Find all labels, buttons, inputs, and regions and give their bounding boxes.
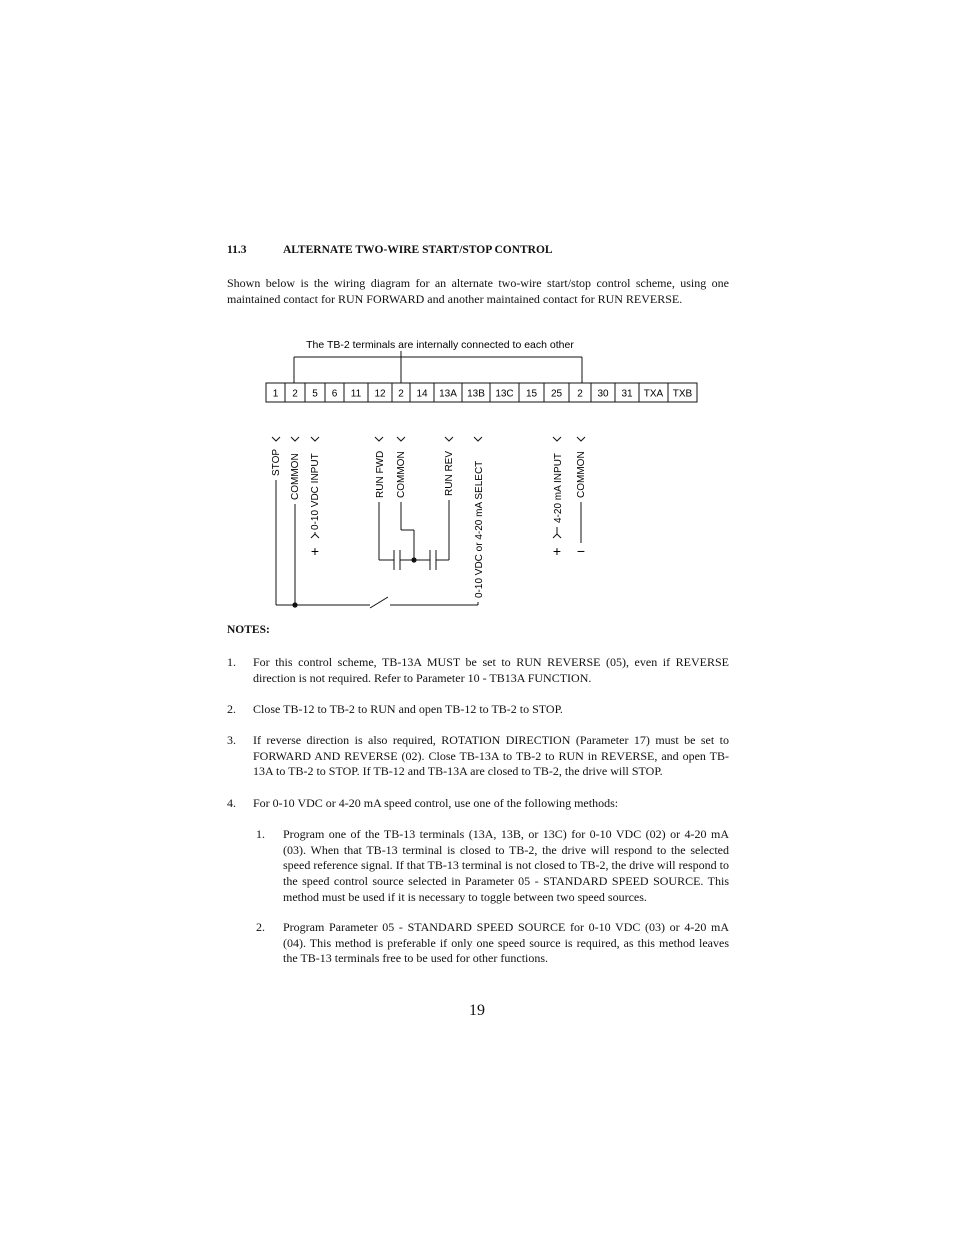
polarity-plus-vdc: + (310, 543, 320, 559)
terminal-cell (392, 383, 410, 402)
terminal-cell (434, 383, 462, 402)
terminal-label: 13B (467, 388, 485, 400)
subnote-number: 1. (256, 827, 265, 841)
subnote-number: 2. (256, 920, 265, 934)
terminal-label: 11 (350, 388, 362, 400)
note-text: Close TB-12 to TB-2 to RUN and open TB-12 to TB-2 to STOP. (253, 702, 563, 716)
diagram-caption: The TB-2 terminals are internally connected to each other (306, 339, 574, 351)
terminal-label: 14 (416, 388, 428, 400)
terminal-label: TXB (672, 388, 693, 400)
terminal-label: 6 (331, 388, 338, 400)
terminal-label: 31 (621, 388, 633, 400)
terminal-cell (569, 383, 591, 402)
terminal-cell (410, 383, 434, 402)
label-run-rev: RUN REV (444, 450, 455, 496)
terminal-label: 1 (272, 388, 279, 400)
terminal-label: 25 (550, 388, 563, 400)
junction-dots (292, 557, 416, 607)
tb2-bracket (294, 351, 582, 383)
label-select: 0-10 VDC or 4-20 mA SELECT (474, 460, 485, 598)
terminal-label: 5 (312, 388, 318, 400)
terminal-cell (285, 383, 305, 402)
terminal-cell (668, 383, 697, 402)
note-text: If reverse direction is also required, ROTATION DIRECTION (Parameter 17) must be set to FORWARD AND REVERSE (02). Close TB-13A to TB-2 to RUN in REVERSE, and open TB-13A to TB-2 to STOP. If TB-12 and TB-13A are closed to TB-2, the drive will STOP. (253, 733, 729, 779)
terminal-label: 2 (577, 388, 583, 400)
terminal-strip (266, 383, 697, 402)
terminal-label: 2 (398, 388, 404, 400)
terminal-label: 13C (495, 388, 514, 400)
note-number: 4. (227, 796, 236, 810)
label-ma-input: 4-20 mA INPUT (553, 452, 564, 523)
note-text: For 0-10 VDC or 4-20 mA speed control, use one of the following methods: (253, 796, 619, 810)
terminal-cell (490, 383, 519, 402)
note-text: For this control scheme, TB-13A MUST be set to RUN REVERSE (05), even if REVERSE direction is not required. Refer to Parameter 10 - TB13A FUNCTION. (253, 655, 729, 685)
note-number: 1. (227, 655, 236, 669)
note-number: 2. (227, 702, 236, 716)
notes-heading: NOTES: (227, 624, 270, 636)
terminal-label: 13A (439, 388, 457, 400)
label-run-fwd: RUN FWD (375, 450, 386, 498)
terminal-cell (462, 383, 490, 402)
terminal-label: 15 (525, 388, 538, 400)
terminal-cell (639, 383, 668, 402)
terminal-label: TXA (643, 388, 664, 400)
polarity-minus-ma: − (576, 543, 586, 559)
terminal-cell (519, 383, 544, 402)
terminal-label: 30 (597, 388, 609, 400)
polarity-plus-ma: + (552, 543, 562, 559)
terminal-label: 12 (374, 388, 386, 400)
terminal-cell (615, 383, 639, 402)
terminal-label: 2 (292, 388, 298, 400)
section-number: 11.3 (227, 244, 247, 256)
terminal-cell (305, 383, 325, 402)
terminal-cell (544, 383, 569, 402)
intro-paragraph: Shown below is the wiring diagram for an alternate two-wire start/stop control scheme, using one maintained contact for RUN FORWARD and another maintained contact for RUN REVERSE. (227, 276, 729, 306)
page-number: 19 (469, 1002, 485, 1019)
label-common-2: COMMON (396, 451, 407, 498)
label-stop: STOP (271, 448, 282, 476)
terminal-cell (344, 383, 368, 402)
label-common-3: COMMON (576, 451, 587, 498)
terminal-cell (266, 383, 285, 402)
label-common-1: COMMON (290, 453, 301, 500)
note-number: 3. (227, 733, 236, 747)
section-title: ALTERNATE TWO-WIRE START/STOP CONTROL (283, 244, 553, 256)
label-vdc-input: 0-10 VDC INPUT (310, 453, 321, 530)
terminal-cell (368, 383, 392, 402)
terminal-cell (325, 383, 344, 402)
subnote-text: Program one of the TB-13 terminals (13A, 13B, or 13C) for 0-10 VDC (02) or 4-20 mA (03). When that TB-13 terminal is closed to TB-2, the drive will respond to the selected speed reference signal. If that TB-13 terminal is not closed to TB-2, the drive will respond to the speed control source selected in Parameter 05 - STANDARD SPEED SOURCE. This method must be used if it is necessary to toggle between two speed sources. (283, 827, 729, 904)
subnote-text: Program Parameter 05 - STANDARD SPEED SOURCE for 0-10 VDC (03) or 4-20 mA (04). This method is preferable if only one speed source is required, as this method leaves the TB-13 terminals free to be used for other functions. (283, 920, 729, 966)
terminal-cell (591, 383, 615, 402)
